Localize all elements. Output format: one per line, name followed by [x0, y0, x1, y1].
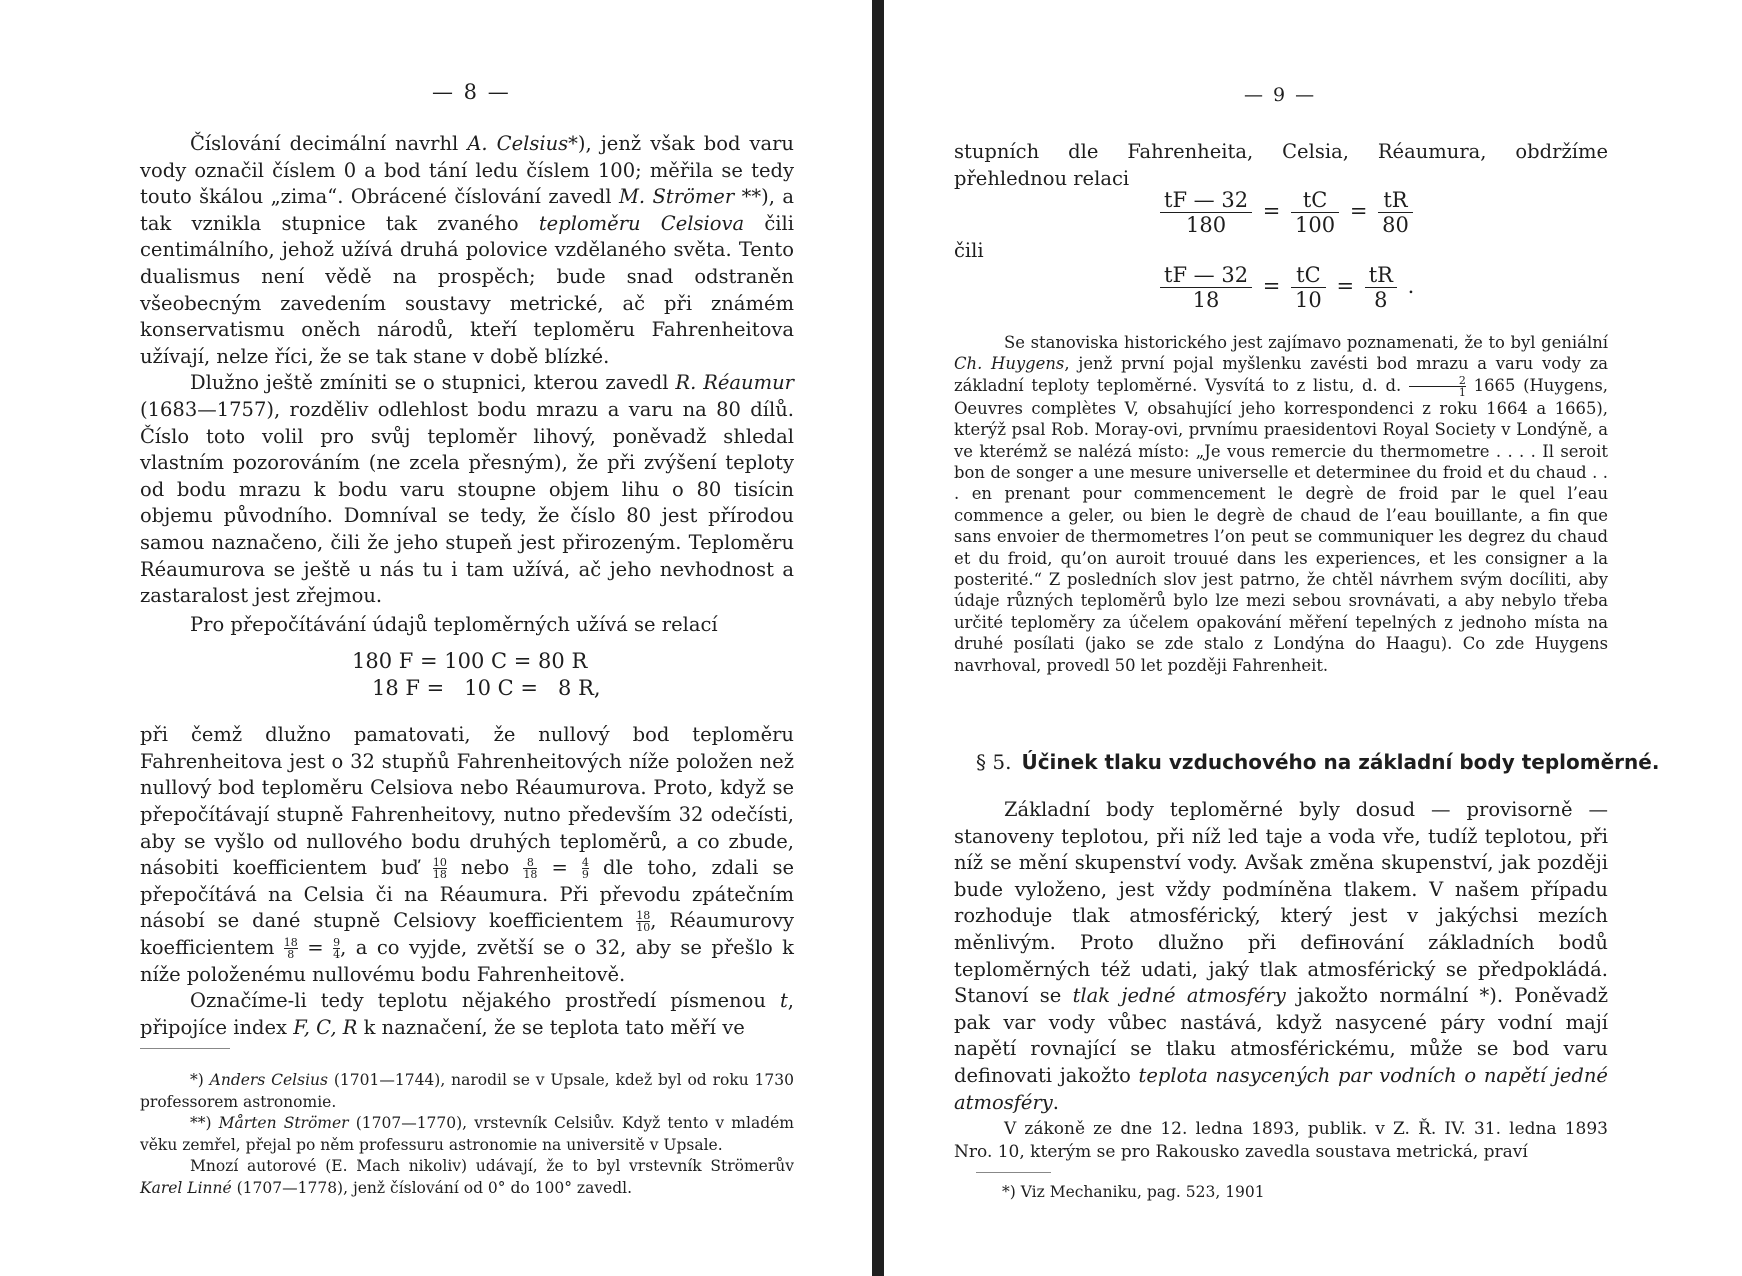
- relation-1: $\frac{tF — 32}{180}$ = $\frac{tC}{100}$ = $\frac{tR}{80}$: [1156, 188, 1417, 237]
- footnote-rule-left: [140, 1048, 230, 1049]
- date-fraction: $\frac{2}{1}$: [1409, 375, 1466, 398]
- left-paragraph-5: Označíme-li tedy teplotu nějakého prostředí písmenou t, připojíce index F, C, R k naznačení, že se teplota tato měří ve: [140, 989, 794, 1039]
- right-paragraph-3: V zákoně ze dne 12. ledna 1893, publik. v Z. Ř. IV. 31. ledna 1893 Nro. 10, kterým se pro Rakousko zavedla soustava metrická, praví: [954, 1119, 1608, 1162]
- page-number-8: — 8 —: [432, 80, 511, 104]
- fraction-4-9: $\frac{4}{9}$: [581, 856, 589, 882]
- footnote-stromer: **) Mårten Strömer (1707—1770), vrstevník Celsiův. Když tento v mladém věku zemřel, přejal po něm professuru astronomie na universitě v Upsale.: [140, 1114, 794, 1154]
- right-paragraph-2: Základní body teploměrné byly dosud — provisorně — stanoveny teplotou, při níž led taje a voda vře, tudíž teplotou, při níž se mění skupenství vody. Avšak změna skupenství, jak později bude vyloženo, jest vždy podmíněna tlakem. V našem případu rozhoduje tlak atmosférický, který jest v jakýchsi mezích měnlivým. Proto dlužno při defінování základních bodů teploměrných též udati, jaký tlak atmosférický se předpokládá. Stanoví se tlak jedné atmosféry jakožto normální *). Poněvadž pak var vody vůbec nastává, když nasycené páry vodní mají napětí rovnající se tlaku atmosférickému, může se bod varu definovati jakožto teplota nasycených par vodních o napětí jedné atmosféry.: [954, 798, 1608, 1114]
- page-number-9: — 9 —: [1244, 84, 1317, 106]
- footnote-mechaniku: *) Viz Mechaniku, pag. 523, 1901: [1002, 1183, 1265, 1201]
- left-paragraph-1: Číslování decimální navrhl A. Celsius*), jenž však bod varu vody označil číslem 0 a bod tání ledu číslem 100; měřila se tedy touto škálou „zima“. Obrácené číslování zavedl M. Strömer **), a tak vznikla stupnice tak zvaného teploměru Celsiova čili centimálního, jehož užívá druhá polovice vzdělaného světa. Tento dualismus není vědě na prospěch; bude snad odstraněn všeobecným zavedením soustavy metrické, ač při známém konservatismu oněch národů, kteří teploměru Fahrenheitova užívají, nelze říci, že se tak stane v době blízké.: [140, 132, 794, 368]
- section-number: § 5.: [976, 750, 1012, 774]
- conversion-equations: [352, 648, 794, 702]
- left-paragraph-4: při čemž dlužno pamatovati, že nullový bod teploměru Fahrenheitova jest o 32 stupňů Fahrenheitových níže položen než nullový bod teploměru Celsiova nebo Réaumurova. Proto, když se přepočítávají stupně Fahrenheitovy, nutno především 32 odečísti, aby se vyšlo od nullového bodu druhých teploměrů, a co zbude, násobiti koefficientem buď $\frac{10}{18}$ nebo $\frac{8}{18}$ = $\frac{4}{9}$ dle toho, zdali se přepočítává na Celsia či na Réaumura. Při převodu zpátečním násobí se dané stupně Celsiovy koefficientem $\frac{18}{10}$ , Réaumurovy koefficientem $\frac{18}{8}$ = $\frac{9}{4}$ , a co vyjde, zvětší se o 32, aby se přešlo k níže položenému nullovému bodu Fahrenheitově.: [140, 723, 794, 986]
- footnote-rule-right: [976, 1172, 1051, 1173]
- fraction-9-4: $\frac{9}{4}$: [333, 936, 341, 962]
- fraction-18-8: $\frac{18}{8}$: [283, 936, 298, 962]
- right-intro-text: stupních dle Fahrenheita, Celsia, Réaumura, obdržíme přehlednou relaci: [954, 140, 1608, 190]
- equation-2: 18 F = 10 C = 8 R,: [372, 676, 601, 701]
- relation-2: $\frac{tF — 32}{18}$ = $\frac{tC}{10}$ = $\frac{tR}{8}$ .: [1156, 263, 1414, 312]
- book-gutter: [872, 0, 884, 1276]
- section-title: Účinek tlaku vzduchového na základní body teploměrné.: [1021, 750, 1660, 774]
- right-page: [884, 0, 1742, 1276]
- footnote-linne: Mnozí autorové (E. Mach nikoliv) udávají, že to byl vrstevník Strömerův Karel Linné (1707—1778), jenž číslování od 0° do 100° zavedl.: [140, 1157, 794, 1197]
- fraction-8-18: $\frac{8}{18}$: [523, 856, 538, 882]
- cili-word: čili: [954, 239, 984, 262]
- left-paragraph-3: Pro přepočítávání údajů teploměrných užívá se relací: [190, 612, 718, 636]
- huygens-note: Se stanoviska historického jest zajímavo poznamenati, že to byl geniální Ch. Huygens, jenž první pojal myšlenku zavésti bod mrazu a varu vody za základní teploty teploměrné. Vysvítá to z listu, d. d. $\frac{2}{1}$ 1665 (Huygens, Oeuvres complètes V, obsahující jeho korrespondenci z roku 1664 a 1665), kterýž psal Rob. Moray-ovi, prvnímu praesidentovi Royal Society v Londýně, a ve kterémž se nalézá místo: „Je vous remercie du thermometre . . . . Il seroit bon de songer a une mesure universelle et determinee du froid et du chaud . . . en prenant pour commencement le degrè de froid par le quel l’eau commence a geler, ou bien le degrè de chaud de l’eau bouillante, a fin que sans envoier de thermometres l’on peut se communiquer les degrez du chaud et du froid, qu’on auroit trouué dans les experiences, et les consigner a la posterité.“ Z posledních slov jest patrno, že chtěl návrhem svým docíliti, aby údaje různých teploměrů bylo lze mezi sebou srovnávati, a aby nebylo třeba určité teploměry za účelem opakování měření tepelných z jednoho místa na druhé posílati (jako se zde stalo z Londýna do Haagu). Co zde Huygens navrhoval, provedl 50 let později Fahrenheit.: [954, 333, 1608, 675]
- fraction-18-10: $\frac{18}{10}$: [636, 909, 651, 935]
- fraction-10-18: $\frac{10}{18}$: [432, 856, 447, 882]
- footnote-celsius: *) Anders Celsius (1701—1744), narodil se v Upsale, kdež byl od roku 1730 professorem astronomie.: [140, 1071, 794, 1111]
- left-paragraph-2: Dlužno ještě zmíniti se o stupnici, kterou zavedl R. Réaumur (1683—1757), rozděliv odlehlost bodu mrazu a varu na 80 dílů. Číslo toto volil pro svůj teploměr lihový, poněvadž shledal vlastním pozorováním (ne zcela přesným), že při zvýšení teploty od bodu mrazu k bodu varu stoupne objem lihu o 80 tisícin objemu původního. Domníval se tedy, že číslo 80 jest přírodou samou naznačeno, čili že jeho stupeň jest přirozeným. Teploměru Réaumurova se ještě u nás tu i tam užívá, ač jeho nevhodnost a zastaralost jest zřejmou.: [140, 371, 794, 608]
- left-footnotes: [140, 1070, 794, 1199]
- left-main-text: [140, 131, 794, 1041]
- equation-1: 180 F = 100 C = 80 R: [352, 649, 588, 674]
- section-heading: [976, 750, 1659, 774]
